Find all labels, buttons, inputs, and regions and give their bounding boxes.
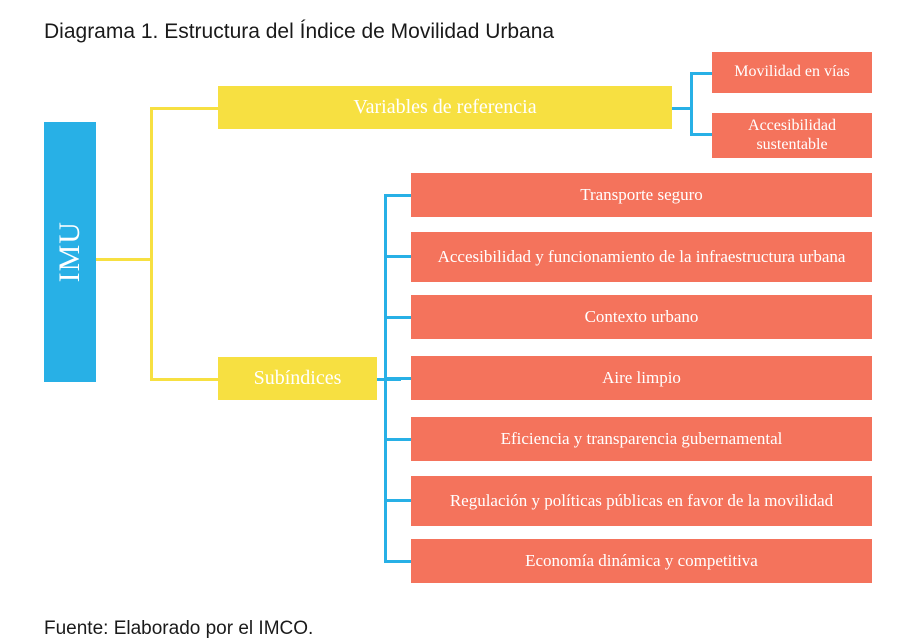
page-title: Diagrama 1. Estructura del Índice de Movilidad Urbana [44,20,555,43]
node-label: Subíndices [253,366,342,389]
node-root-imu[interactable] [44,122,96,382]
connector-subindices-child-7 [384,560,412,563]
connector-yellow-spine [150,108,153,381]
connector-variables-stub [672,107,692,110]
connector-subindices-child-5 [384,438,412,441]
connector-to-variables [150,107,220,110]
connector-subindices-child-6 [384,499,412,502]
connector-variables-spine [690,73,693,135]
node-label: Contexto urbano [584,306,699,326]
node-label: Economía dinámica y competitiva [525,550,758,570]
node-accesibilidad-sustentable[interactable] [712,113,872,158]
node-label: Aire limpio [602,367,681,387]
node-regulacion-politicas[interactable] [411,476,872,526]
connector-subindices-child-3 [384,316,412,319]
node-label: Eficiencia y transparencia gubernamental [500,428,783,448]
node-label: Accesibilidad y funcionamiento de la infraestructura urbana [437,246,846,266]
node-variables-de-referencia[interactable] [218,86,672,129]
source-note: Fuente: Elaborado por el IMCO. [44,618,314,639]
node-label: Variables de referencia [353,95,537,118]
node-label: Regulación y políticas públicas en favor de la movilidad [449,490,834,510]
connector-subindices-child-1 [384,194,412,197]
node-label: Transporte seguro [580,184,703,204]
node-movilidad-en-vias[interactable] [712,52,872,93]
connector-subindices-child-2 [384,255,412,258]
node-contexto-urbano[interactable] [411,295,872,339]
node-transporte-seguro[interactable] [411,173,872,217]
connector-variables-child-1 [690,72,712,75]
node-eficiencia-transparencia[interactable] [411,417,872,461]
node-economia-dinamica[interactable] [411,539,872,583]
connector-subindices-child-4 [384,377,412,380]
node-root-label: IMU [53,221,87,283]
node-accesibilidad-infraestructura[interactable] [411,232,872,282]
node-aire-limpio[interactable] [411,356,872,400]
connector-to-subindices [150,378,218,381]
node-subindices[interactable] [218,357,377,400]
connector-root-stub [96,258,152,261]
connector-variables-child-2 [690,133,712,136]
node-label: Movilidad en vías [734,63,850,81]
node-label: Accesibilidad sustentable [748,116,836,153]
